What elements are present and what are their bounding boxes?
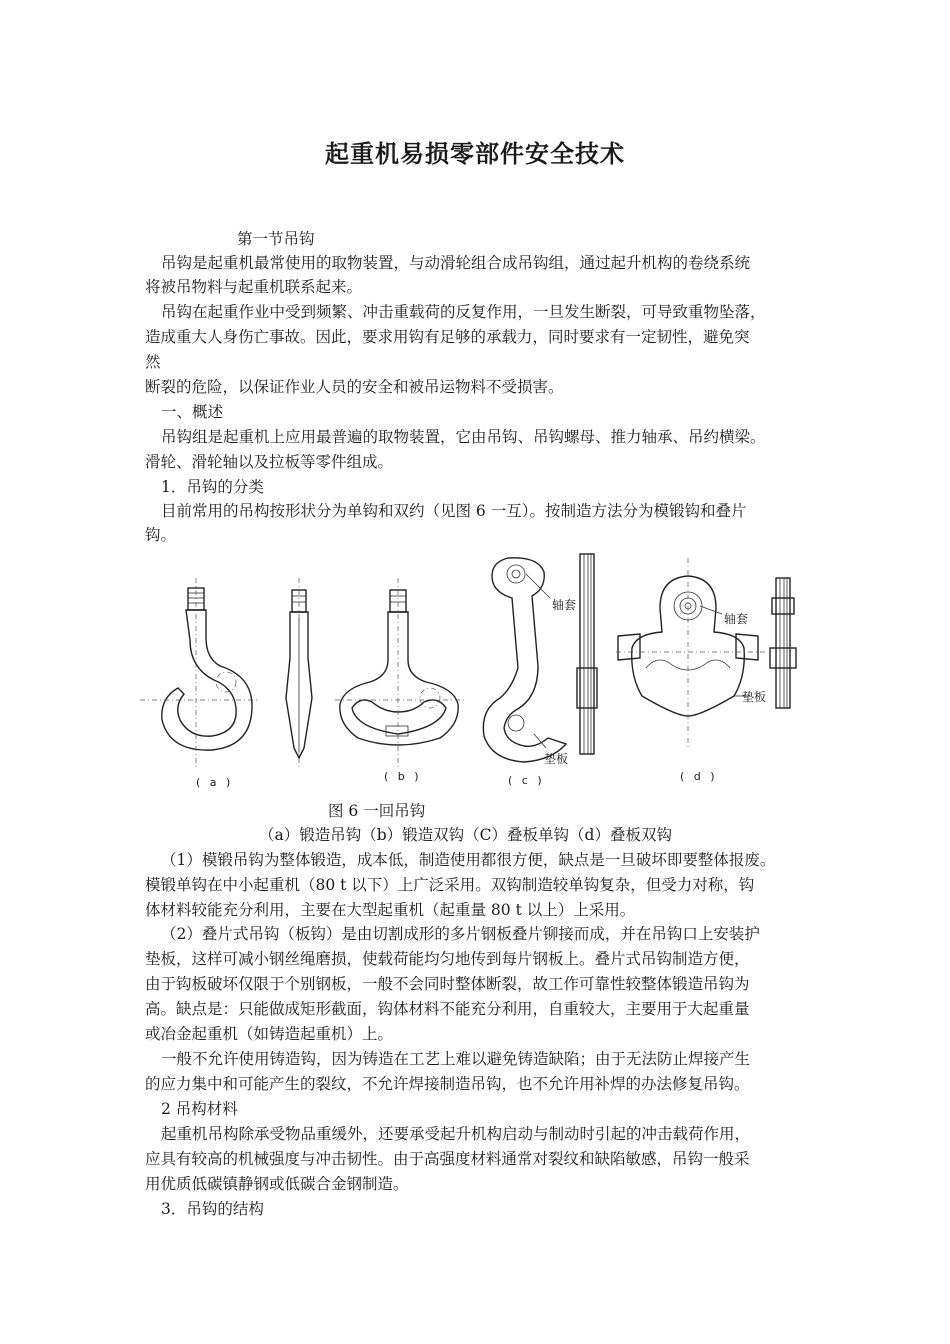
subheading: 一、概述 bbox=[161, 403, 224, 421]
label-sleeve-d: 轴套 bbox=[724, 612, 749, 626]
paragraph-line: 钩。 bbox=[145, 526, 177, 544]
paragraph-line: 一般不允许使用铸造钩，因为铸造在工艺上难以避免铸造缺陷；由于无法防止焊接产生 bbox=[161, 1050, 751, 1068]
hook-a-drawing bbox=[140, 578, 260, 768]
document-title: 起重机易损零部件安全技术 bbox=[325, 140, 625, 168]
paragraph-line: 吊钩是起重机最常使用的取物装置，与动滑轮组合成吊钩组，通过起升机构的卷绕系统 bbox=[161, 254, 751, 272]
paragraph-line: 高。缺点是：只能做成矩形截面，钩体材料不能充分利用，自重较大，主要用于大起重量 bbox=[145, 1000, 750, 1018]
paragraph-line: 垫板，这样可减小钢丝绳磨损，使载荷能均匀地传到每片钢板上。叠片式吊钩制造方便， bbox=[145, 950, 750, 968]
figure-label-b: ( b ) bbox=[384, 770, 422, 783]
hook-b-drawing bbox=[286, 578, 312, 768]
paragraph-line: 模锻单钩在中小起重机（80 t 以下）上广泛采用。双钩制造较单钩复杂，但受力对称，钩 bbox=[145, 876, 755, 894]
hook-drawings bbox=[140, 548, 820, 798]
hook-double-drawing bbox=[335, 578, 465, 768]
hook-c-drawing bbox=[483, 554, 597, 762]
paragraph-line: 应具有较高的机械强度与冲击韧性。由于高强度材料通常对裂纹和缺陷敏感，吊钩一般采 bbox=[145, 1150, 750, 1168]
hook-figure bbox=[140, 548, 820, 798]
subheading: 2 吊构材料 bbox=[161, 1100, 238, 1118]
paragraph-line: 造成重大人身伤亡事故。因此，要求用钩有足够的承载力，同时要求有一定韧性，避免突 bbox=[145, 328, 750, 346]
paragraph-line: 的应力集中和可能产生的裂纹，不允许焊接制造吊钩，也不允许用补焊的办法修复吊钩。 bbox=[145, 1075, 750, 1093]
paragraph-line: 目前常用的吊构按形状分为单钩和双约（见图 6 一互）。按制造方法分为模锻钩和叠片 bbox=[161, 502, 747, 520]
label-plate-d: 垫板 bbox=[742, 690, 767, 704]
figure-subcaption: （a）锻造吊钩（b）锻造双钩（C）叠板单钩（d）叠板双钩 bbox=[259, 826, 672, 844]
paragraph-line: 由于钩板破坏仅限于个别钢板，一般不会同时整体断裂，故工作可靠性较整体锻造吊钩为 bbox=[145, 975, 750, 993]
figure-label-d: ( d ) bbox=[680, 770, 718, 783]
figure-caption: 图 6 一回吊钩 bbox=[328, 802, 426, 820]
paragraph-line: 然 bbox=[145, 353, 161, 371]
figure-label-a: ( a ) bbox=[196, 776, 234, 789]
paragraph-line: 体材料较能充分利用，主要在大型起重机（起重量 80 t 以上）上采用。 bbox=[145, 901, 636, 919]
paragraph-line: 或冶金起重机（如铸造起重机）上。 bbox=[145, 1025, 394, 1043]
paragraph-line: （1）模锻吊钩为整体锻造，成本低，制造使用都很方便，缺点是一旦破坏即要整体报废。 bbox=[161, 851, 776, 869]
label-plate-c: 垫板 bbox=[544, 752, 569, 766]
subheading: 3．吊钩的结构 bbox=[161, 1200, 264, 1218]
paragraph-line: 断裂的危险，以保证作业人员的安全和被吊运物料不受损害。 bbox=[145, 378, 564, 396]
paragraph-line: （2）叠片式吊钩（板钩）是由切割成形的多片钢板叠片铆接而成，并在吊钩口上安装护 bbox=[161, 925, 760, 943]
paragraph-line: 将被吊物料与起重机联系起来。 bbox=[145, 278, 363, 296]
paragraph-line: 吊钩组是起重机上应用最普遍的取物装置，它由吊钩、吊钩螺母、推力轴承、吊约横梁。 bbox=[161, 428, 766, 446]
paragraph-line: 滑轮、滑轮轴以及拉板等零件组成。 bbox=[145, 453, 394, 471]
section-heading: 第一节吊钩 bbox=[237, 230, 315, 248]
figure-label-c: ( c ) bbox=[508, 774, 545, 787]
subheading: 1．吊钩的分类 bbox=[161, 478, 264, 496]
paragraph-line: 用优质低碳镇静钢或低碳合金钢制造。 bbox=[145, 1175, 409, 1193]
paragraph-line: 吊钩在起重作业中受到频繁、冲击重载荷的反复作用，一旦发生断裂，可导致重物坠落， bbox=[161, 303, 766, 321]
hook-d-drawing bbox=[616, 558, 796, 748]
label-sleeve-c: 轴套 bbox=[552, 598, 577, 612]
paragraph-line: 起重机吊构除承受物品重缓外，还要承受起升机构启动与制动时引起的冲击载荷作用， bbox=[161, 1125, 751, 1143]
